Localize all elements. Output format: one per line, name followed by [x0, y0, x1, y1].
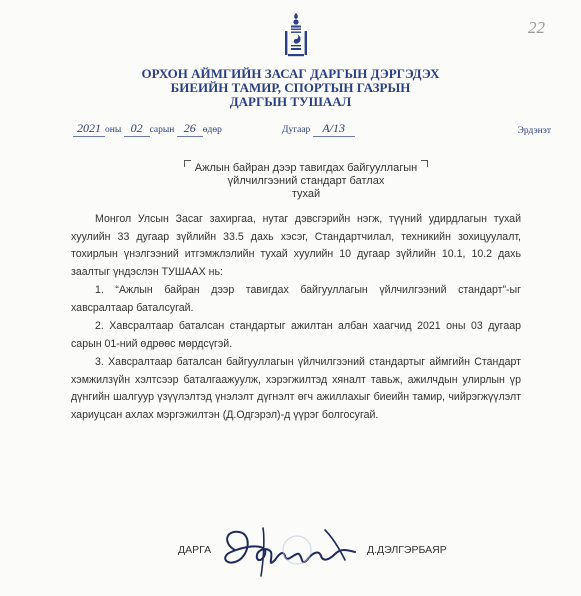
order-item-1: 1. “Ажлын байран дээр тавигдах байгууллагын үйлчилгээний стандарт”-ыг хавсралтаар баталсугай.: [71, 284, 521, 314]
date-month: 02: [124, 121, 150, 137]
date-field: [73, 121, 222, 137]
date-year-suffix: оны: [105, 125, 122, 135]
preamble-paragraph: Монгол Улсын Засаг захиргаа, нутаг дэвсгэрийн нэгж, түүний удирдлагын тухай хуулийн 33 дугаар зүйлийн 33.5 дахь хэсэг, Стандартчилал, техникийн зохицуулалт, тохирлын үнэлгээний итгэмжлэлийн тухай хуулийн 10 дугаар зүйлийн 10.1, 10.2 дахь заалтыг үндэслэн ТУШААХ нь:: [71, 213, 521, 278]
document-number: А/13: [313, 121, 355, 137]
title-line-1: Ажлын байран дээр тавигдах байгууллагын: [194, 162, 418, 174]
organization-name-line-1: ОРХОН АЙМГИЙН ЗАСАГ ДАРГЫН ДЭРГЭДЭХ: [141, 66, 440, 81]
page-number: 22: [528, 18, 545, 37]
organization-name-line-2: БИЕИЙН ТАМИР, СПОРТЫН ГАЗРЫН: [170, 80, 411, 95]
document-meta-row: [0, 121, 581, 141]
order-item-2: 2. Хавсралтаар баталсан стандартыг ажилтан албан хаагчид 2021 оны 03 дугаар сарын 01-ний өдрөөс мөрдсүгэй.: [71, 320, 521, 350]
title-line-2: үйлчилгээний стандарт батлах: [227, 175, 385, 187]
document-number-label: Дугаар: [282, 125, 311, 135]
signatory-role: ДАРГА: [178, 544, 212, 556]
document-title: [176, 162, 436, 201]
title-corner-left: [184, 160, 191, 167]
date-day-suffix: өдөр: [202, 125, 222, 135]
document-type-heading: ДАРГЫН ТУШААЛ: [229, 94, 352, 109]
order-item-3: 3. Хавсралтаар баталсан байгууллагын үйлчилгээний стандартыг аймгийн Стандарт хэмжилзүйн хэлтсээр баталгаажуулж, хэрэгжилтэд хяналт тавьж, ажилчдын улирлын үр дүнгийн шалгуур үзүүлэлтэд үнэлэлт дүгнэлт өгч ажиллахыг биеийн тамир, чийрэгжүүлэлт хариуцсан ахлах мэргэжилтэн (Д.Одгэрэл)-д үүрэг болгосугай.: [71, 356, 521, 421]
soyombo-emblem-icon: [283, 12, 309, 62]
handwritten-signature: [205, 520, 365, 580]
city-name: Эрдэнэт: [517, 126, 551, 136]
signatory-name: Д.ДЭЛГЭРБАЯР: [367, 544, 447, 556]
date-year: 2021: [73, 121, 105, 137]
title-line-3: тухай: [291, 188, 321, 200]
document-body: [71, 211, 521, 425]
signature-block: [0, 535, 581, 575]
document-number-field: [282, 121, 355, 137]
date-day: 26: [177, 121, 203, 137]
title-corner-right: [421, 160, 428, 167]
date-month-suffix: сарын: [149, 125, 175, 135]
